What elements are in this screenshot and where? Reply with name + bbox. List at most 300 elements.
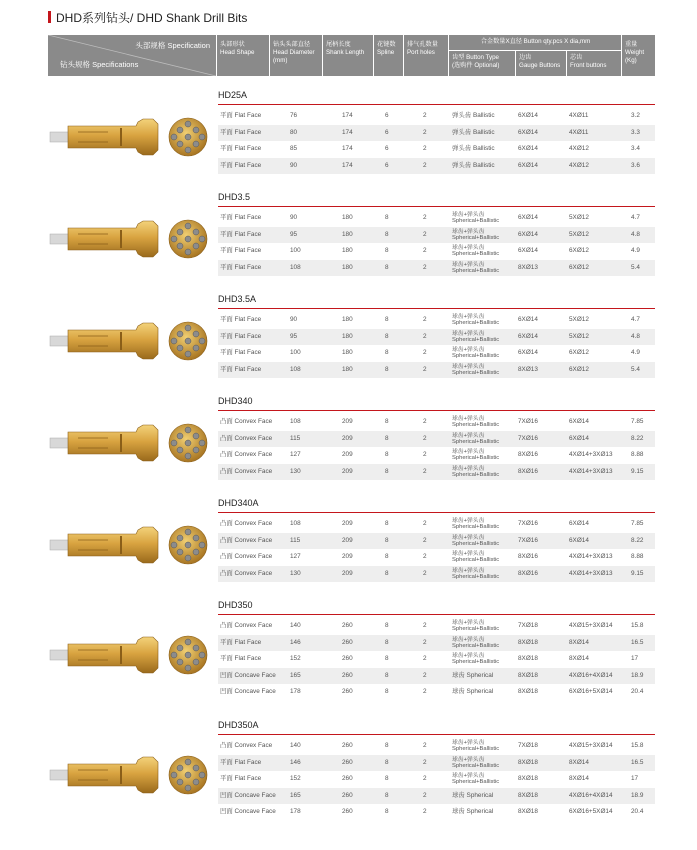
cell-dia: 115 — [290, 536, 301, 544]
cell-shank: 180 — [342, 332, 353, 340]
cell-shank: 260 — [342, 758, 353, 766]
cell-spline: 8 — [385, 553, 389, 561]
cell-spline: 8 — [385, 791, 389, 799]
cell-dia: 90 — [290, 214, 298, 221]
cell-shank: 260 — [342, 671, 353, 679]
cell-gauge: 7XØ18 — [518, 742, 538, 749]
cell-type: 球齿 Spherical — [452, 688, 494, 696]
cell-spline: 8 — [385, 230, 389, 238]
cell-weight: 7.85 — [631, 418, 644, 425]
cell-shape: 凹面 Concave Face — [220, 808, 276, 816]
cell-type: 弹头齿 Ballistic — [452, 145, 495, 153]
cell-dia: 80 — [290, 128, 298, 136]
cell-spline: 8 — [385, 655, 389, 663]
cell-shape: 平面 Flat Face — [220, 775, 262, 783]
table-row — [218, 312, 655, 328]
cell-dia: 140 — [290, 742, 301, 749]
cell-front: 4XØ16+4XØ14 — [569, 791, 613, 799]
cell-weight: 5.4 — [631, 263, 640, 271]
cell-shank: 209 — [342, 467, 353, 475]
cell-shank: 180 — [342, 316, 353, 323]
cell-weight: 4.8 — [631, 230, 640, 238]
cell-front: 8XØ14 — [569, 655, 589, 663]
cell-dia: 146 — [290, 638, 301, 646]
cell-ports: 2 — [423, 742, 427, 749]
model-name: DHD3.5A — [218, 294, 257, 304]
cell-shape: 凹面 Concave Face — [220, 688, 276, 696]
cell-type: 弹头齿 Ballistic — [452, 161, 495, 169]
cell-ports: 2 — [423, 451, 427, 459]
cell-front: 6XØ12 — [569, 263, 589, 271]
cell-shape: 凸面 Convex Face — [220, 742, 273, 749]
cell-front: 4XØ14+3XØ13 — [569, 467, 613, 475]
cell-gauge: 8XØ18 — [518, 688, 538, 696]
cell-type: 球齿+弹头齿 Spherical+Ballistic — [452, 330, 500, 343]
cell-ports: 2 — [423, 434, 427, 442]
cell-shank: 260 — [342, 655, 353, 663]
cell-weight: 4.7 — [631, 214, 640, 221]
cell-dia: 127 — [290, 451, 301, 459]
header-button-type: 齿型 Button Type (选购件 Optional) — [449, 51, 515, 76]
cell-weight: 20.4 — [631, 688, 644, 696]
cell-dia: 152 — [290, 775, 301, 783]
cell-weight: 17 — [631, 775, 639, 783]
cell-spline: 8 — [385, 434, 389, 442]
cell-gauge: 8XØ18 — [518, 655, 538, 663]
cell-weight: 18.9 — [631, 791, 644, 799]
cell-shape: 平面 Flat Face — [220, 128, 262, 136]
cell-shape: 凸面 Convex Face — [220, 434, 273, 442]
table-row — [218, 210, 655, 226]
model-name: HD25A — [218, 90, 248, 100]
model-name: DHD350A — [218, 720, 259, 730]
table-row — [218, 771, 655, 787]
cell-weight: 8.22 — [631, 536, 644, 544]
cell-ports: 2 — [423, 365, 427, 373]
cell-dia: 178 — [290, 808, 301, 816]
cell-gauge: 6XØ14 — [518, 349, 538, 357]
header-spec-label: 头部规格 Specification — [135, 41, 210, 50]
cell-type: 球齿+弹头齿 Spherical+Ballistic — [452, 740, 500, 752]
header-head-shape: 头部形状 Head Shape — [217, 35, 269, 76]
cell-type: 球齿+弹头齿 Spherical+Ballistic — [452, 518, 500, 530]
cell-dia: 130 — [290, 467, 301, 475]
cell-dia: 178 — [290, 688, 301, 696]
cell-weight: 3.2 — [631, 112, 640, 119]
cell-type: 球齿+弹头齿 Spherical+Ballistic — [452, 314, 500, 326]
cell-type: 球齿+弹头齿 Spherical+Ballistic — [452, 245, 500, 258]
cell-front: 4XØ11 — [569, 112, 589, 119]
cell-shape: 平面 Flat Face — [220, 247, 262, 255]
cell-type: 弹头齿 Ballistic — [452, 128, 495, 136]
cell-weight: 3.6 — [631, 161, 640, 169]
cell-gauge: 8XØ16 — [518, 553, 538, 561]
cell-gauge: 8XØ16 — [518, 451, 538, 459]
cell-shape: 凸面 Convex Face — [220, 418, 273, 425]
cell-weight: 4.9 — [631, 349, 640, 357]
cell-spline: 6 — [385, 112, 389, 119]
header-port-holes: 排气孔数量 Port holes — [404, 35, 448, 76]
section-rule — [218, 410, 655, 411]
cell-front: 4XØ14+3XØ13 — [569, 451, 613, 459]
cell-spline: 8 — [385, 520, 389, 527]
model-name: DHD340A — [218, 498, 259, 508]
cell-front: 8XØ14 — [569, 638, 589, 646]
cell-spline: 8 — [385, 247, 389, 255]
cell-shank: 174 — [342, 112, 353, 119]
cell-front: 6XØ14 — [569, 520, 589, 527]
cell-shank: 174 — [342, 128, 353, 136]
cell-shank: 180 — [342, 214, 353, 221]
page-title — [48, 10, 247, 26]
cell-weight: 15.8 — [631, 742, 644, 749]
cell-dia: 165 — [290, 791, 301, 799]
model-name: DHD3.5 — [218, 192, 251, 202]
cell-ports: 2 — [423, 671, 427, 679]
cell-spline: 8 — [385, 467, 389, 475]
cell-shank: 180 — [342, 230, 353, 238]
cell-gauge: 8XØ18 — [518, 671, 538, 679]
cell-gauge: 6XØ14 — [518, 112, 538, 119]
cell-type: 球齿+弹头齿 Spherical+Ballistic — [452, 773, 500, 786]
cell-shank: 180 — [342, 263, 353, 271]
cell-ports: 2 — [423, 316, 427, 323]
cell-shank: 209 — [342, 520, 353, 527]
cell-shank: 260 — [342, 808, 353, 816]
cell-gauge: 6XØ14 — [518, 161, 538, 169]
cell-front: 5XØ12 — [569, 230, 589, 238]
cell-type: 球齿+弹头齿 Spherical+Ballistic — [452, 347, 500, 360]
cell-type: 球齿 Spherical — [452, 791, 494, 799]
cell-gauge: 8XØ18 — [518, 791, 538, 799]
cell-shape: 平面 Flat Face — [220, 349, 262, 357]
cell-gauge: 8XØ18 — [518, 758, 538, 766]
cell-gauge: 8XØ18 — [518, 638, 538, 646]
cell-shank: 174 — [342, 161, 353, 169]
section-rule — [218, 614, 655, 615]
cell-shank: 260 — [342, 622, 353, 629]
cell-ports: 2 — [423, 520, 427, 527]
cell-dia: 108 — [290, 418, 301, 425]
cell-type: 球齿+弹头齿 Spherical+Ballistic — [452, 432, 500, 445]
cell-shape: 平面 Flat Face — [220, 655, 262, 663]
cell-gauge: 6XØ14 — [518, 214, 538, 221]
cell-type: 球齿+弹头齿 Spherical+Ballistic — [452, 261, 500, 274]
cell-ports: 2 — [423, 791, 427, 799]
title-accent-bar — [48, 11, 51, 23]
cell-shank: 209 — [342, 434, 353, 442]
drill-bit-image — [48, 204, 216, 314]
cell-ports: 2 — [423, 758, 427, 766]
cell-spline: 8 — [385, 671, 389, 679]
cell-dia: 152 — [290, 655, 301, 663]
cell-spline: 6 — [385, 161, 389, 169]
cell-type: 球齿+弹头齿 Spherical+Ballistic — [452, 465, 500, 478]
cell-front: 6XØ12 — [569, 247, 589, 255]
cell-ports: 2 — [423, 775, 427, 783]
table-row — [218, 141, 655, 157]
cell-type: 球齿+弹头齿 Spherical+Ballistic — [452, 653, 500, 666]
cell-front: 4XØ16+4XØ14 — [569, 671, 613, 679]
cell-shank: 209 — [342, 451, 353, 459]
cell-type: 球齿+弹头齿 Spherical+Ballistic — [452, 228, 500, 241]
cell-gauge: 7XØ18 — [518, 622, 538, 629]
cell-type: 球齿 Spherical — [452, 808, 494, 816]
cell-shape: 凸面 Convex Face — [220, 451, 273, 459]
table-row — [218, 227, 655, 243]
cell-type: 球齿+弹头齿 Spherical+Ballistic — [452, 416, 500, 428]
cell-gauge: 8XØ18 — [518, 808, 538, 816]
cell-spline: 8 — [385, 569, 389, 577]
cell-shank: 209 — [342, 569, 353, 577]
cell-shank: 209 — [342, 553, 353, 561]
cell-gauge: 6XØ14 — [518, 316, 538, 323]
cell-weight: 16.5 — [631, 638, 644, 646]
cell-spline: 8 — [385, 263, 389, 271]
header-front-buttons: 芯齿 Front buttons — [567, 51, 621, 76]
cell-shape: 平面 Flat Face — [220, 316, 262, 323]
cell-spline: 8 — [385, 622, 389, 629]
cell-shank: 209 — [342, 418, 353, 425]
cell-shape: 凹面 Concave Face — [220, 671, 276, 679]
cell-spline: 8 — [385, 688, 389, 696]
cell-weight: 17 — [631, 655, 639, 663]
header-bit-spec-label: 钻头规格 Specifications — [60, 60, 139, 69]
cell-front: 4XØ14+3XØ13 — [569, 553, 613, 561]
cell-dia: 95 — [290, 332, 298, 340]
cell-ports: 2 — [423, 622, 427, 629]
cell-shank: 180 — [342, 247, 353, 255]
cell-spline: 8 — [385, 638, 389, 646]
cell-dia: 76 — [290, 112, 298, 119]
table-row — [218, 755, 655, 771]
table-row — [218, 738, 655, 754]
table-row — [218, 549, 655, 565]
cell-spline: 6 — [385, 128, 389, 136]
cell-gauge: 8XØ16 — [518, 467, 538, 475]
header-button-qty: 合金数量X直径 Button qty.pcs X dia,mm — [449, 35, 621, 50]
header-head-diameter: 钻头头部直径 Head Diameter (mm) — [270, 35, 322, 76]
cell-dia: 95 — [290, 230, 298, 238]
table-row — [218, 243, 655, 259]
cell-front: 5XØ12 — [569, 316, 589, 323]
cell-dia: 108 — [290, 520, 301, 527]
cell-spline: 8 — [385, 214, 389, 221]
cell-gauge: 7XØ16 — [518, 536, 538, 544]
cell-shape: 凸面 Convex Face — [220, 622, 273, 629]
cell-front: 8XØ14 — [569, 758, 589, 766]
table-row — [218, 684, 655, 700]
table-row — [218, 533, 655, 549]
table-row — [218, 464, 655, 480]
cell-dia: 90 — [290, 316, 298, 323]
table-row — [218, 447, 655, 463]
cell-dia: 130 — [290, 569, 301, 577]
table-row — [218, 362, 655, 378]
cell-type: 球齿+弹头齿 Spherical+Ballistic — [452, 756, 500, 769]
cell-gauge: 6XØ14 — [518, 145, 538, 153]
cell-shape: 凸面 Convex Face — [220, 520, 273, 527]
cell-gauge: 6XØ14 — [518, 128, 538, 136]
cell-shape: 凸面 Convex Face — [220, 569, 273, 577]
cell-front: 6XØ16+5XØ14 — [569, 808, 613, 816]
table-row — [218, 108, 655, 124]
cell-type: 球齿 Spherical — [452, 671, 494, 679]
cell-dia: 165 — [290, 671, 301, 679]
drill-bit-image — [48, 306, 216, 416]
cell-weight: 15.8 — [631, 622, 644, 629]
table-row — [218, 516, 655, 532]
cell-dia: 100 — [290, 349, 301, 357]
cell-weight: 9.15 — [631, 467, 644, 475]
cell-spline: 8 — [385, 758, 389, 766]
cell-ports: 2 — [423, 569, 427, 577]
cell-shape: 平面 Flat Face — [220, 365, 262, 373]
cell-front: 4XØ15+3XØ14 — [569, 742, 613, 749]
cell-spline: 8 — [385, 536, 389, 544]
cell-front: 5XØ12 — [569, 332, 589, 340]
cell-front: 4XØ11 — [569, 128, 589, 136]
header-weight: 重量 Weight (Kg) — [622, 35, 655, 76]
cell-shank: 260 — [342, 791, 353, 799]
cell-gauge: 7XØ16 — [518, 418, 538, 425]
cell-weight: 4.9 — [631, 247, 640, 255]
drill-bit-image — [48, 620, 216, 730]
table-row — [218, 158, 655, 174]
cell-ports: 2 — [423, 214, 427, 221]
cell-front: 4XØ12 — [569, 145, 589, 153]
cell-type: 球齿+弹头齿 Spherical+Ballistic — [452, 449, 500, 462]
cell-weight: 20.4 — [631, 808, 644, 816]
table-row — [218, 668, 655, 684]
cell-gauge: 8XØ16 — [518, 569, 538, 577]
cell-front: 4XØ15+3XØ14 — [569, 622, 613, 629]
section-rule — [218, 512, 655, 513]
cell-ports: 2 — [423, 808, 427, 816]
cell-ports: 2 — [423, 467, 427, 475]
cell-shape: 平面 Flat Face — [220, 758, 262, 766]
table-row — [218, 125, 655, 141]
cell-shape: 平面 Flat Face — [220, 214, 262, 221]
cell-ports: 2 — [423, 655, 427, 663]
header-shank-length: 尾柄长度 Shank Length — [323, 35, 373, 76]
drill-bit-image — [48, 740, 216, 850]
cell-gauge: 8XØ13 — [518, 263, 538, 271]
header-gauge-buttons: 边齿 Gauge Buttons — [516, 51, 566, 76]
table-row — [218, 566, 655, 582]
cell-shank: 174 — [342, 145, 353, 153]
cell-spline: 8 — [385, 418, 389, 425]
table-row — [218, 345, 655, 361]
cell-dia: 140 — [290, 622, 301, 629]
cell-gauge: 6XØ14 — [518, 247, 538, 255]
cell-type: 球齿+弹头齿 Spherical+Ballistic — [452, 212, 500, 224]
cell-type: 弹头齿 Ballistic — [452, 112, 495, 119]
cell-weight: 9.15 — [631, 569, 644, 577]
cell-type: 球齿+弹头齿 Spherical+Ballistic — [452, 620, 500, 632]
cell-ports: 2 — [423, 230, 427, 238]
cell-shank: 260 — [342, 742, 353, 749]
cell-shape: 平面 Flat Face — [220, 263, 262, 271]
cell-type: 球齿+弹头齿 Spherical+Ballistic — [452, 567, 500, 580]
cell-dia: 108 — [290, 263, 301, 271]
cell-gauge: 8XØ13 — [518, 365, 538, 373]
cell-front: 6XØ12 — [569, 365, 589, 373]
section-rule — [218, 104, 655, 105]
table-row — [218, 431, 655, 447]
cell-ports: 2 — [423, 536, 427, 544]
cell-ports: 2 — [423, 553, 427, 561]
header-spline: 花键数 Spline — [374, 35, 403, 76]
cell-spline: 6 — [385, 145, 389, 153]
cell-shank: 260 — [342, 688, 353, 696]
drill-bit-image — [48, 408, 216, 518]
cell-ports: 2 — [423, 349, 427, 357]
cell-ports: 2 — [423, 161, 427, 169]
cell-gauge: 8XØ18 — [518, 775, 538, 783]
header-spec-cell — [48, 35, 216, 76]
cell-front: 4XØ14+3XØ13 — [569, 569, 613, 577]
cell-spline: 8 — [385, 332, 389, 340]
cell-front: 4XØ12 — [569, 161, 589, 169]
section-rule — [218, 206, 655, 207]
cell-dia: 127 — [290, 553, 301, 561]
table-header — [48, 35, 655, 76]
cell-front: 8XØ14 — [569, 775, 589, 783]
table-row — [218, 651, 655, 667]
cell-shape: 平面 Flat Face — [220, 145, 262, 153]
model-name: DHD340 — [218, 396, 253, 406]
cell-gauge: 7XØ16 — [518, 520, 538, 527]
cell-weight: 16.5 — [631, 758, 644, 766]
cell-weight: 8.88 — [631, 553, 644, 561]
cell-shank: 180 — [342, 365, 353, 373]
table-row — [218, 618, 655, 634]
cell-shape: 凹面 Concave Face — [220, 791, 276, 799]
cell-spline: 8 — [385, 808, 389, 816]
cell-shape: 平面 Flat Face — [220, 332, 262, 340]
cell-front: 6XØ14 — [569, 418, 589, 425]
cell-ports: 2 — [423, 332, 427, 340]
cell-weight: 18.9 — [631, 671, 644, 679]
cell-ports: 2 — [423, 688, 427, 696]
cell-front: 6XØ16+5XØ14 — [569, 688, 613, 696]
cell-spline: 8 — [385, 316, 389, 323]
cell-shape: 平面 Flat Face — [220, 230, 262, 238]
cell-spline: 8 — [385, 349, 389, 357]
drill-bit-image — [48, 510, 216, 620]
cell-shank: 260 — [342, 638, 353, 646]
section-rule — [218, 734, 655, 735]
cell-type: 球齿+弹头齿 Spherical+Ballistic — [452, 534, 500, 547]
cell-type: 球齿+弹头齿 Spherical+Ballistic — [452, 551, 500, 564]
cell-spline: 8 — [385, 742, 389, 749]
cell-front: 6XØ14 — [569, 536, 589, 544]
drill-bit-image — [48, 102, 216, 212]
cell-ports: 2 — [423, 247, 427, 255]
cell-gauge: 6XØ14 — [518, 230, 538, 238]
cell-dia: 100 — [290, 247, 301, 255]
cell-ports: 2 — [423, 418, 427, 425]
cell-spline: 8 — [385, 365, 389, 373]
cell-shape: 平面 Flat Face — [220, 638, 262, 646]
page-title-text: DHD系列钻头/ DHD Shank Drill Bits — [56, 11, 248, 25]
cell-shank: 209 — [342, 536, 353, 544]
cell-weight: 8.88 — [631, 451, 644, 459]
table-row — [218, 414, 655, 430]
cell-ports: 2 — [423, 145, 427, 153]
table-row — [218, 804, 655, 820]
